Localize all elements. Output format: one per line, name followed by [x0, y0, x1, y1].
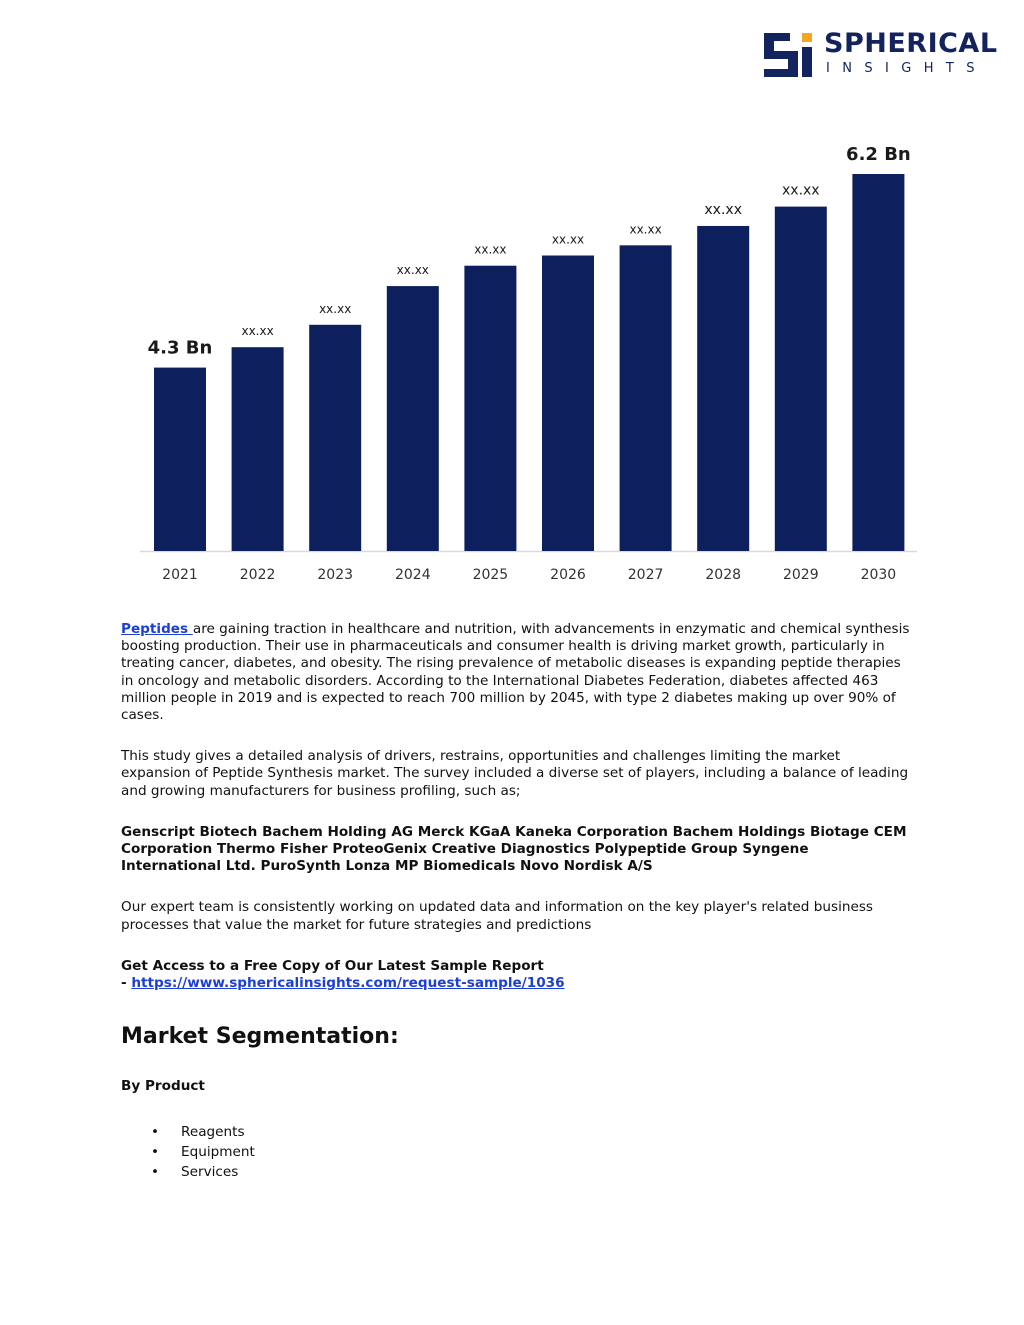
product-label: Reagents [181, 1124, 245, 1141]
x-tick-label-2022: 2022 [239, 567, 276, 583]
x-tick-label-2027: 2027 [627, 567, 664, 583]
data-label-2029: xx.xx [782, 182, 820, 199]
bullet-icon: • [151, 1164, 160, 1181]
data-label-2030: 6.2 Bn [846, 144, 911, 165]
bullet-icon: • [151, 1144, 160, 1161]
list-item [121, 1142, 911, 1162]
product-label: Equipment [181, 1144, 255, 1161]
x-tick-label-2024: 2024 [394, 567, 431, 583]
x-tick-label-2028: 2028 [705, 567, 742, 583]
sample-report-label: Get Access to a Free Copy of Our Latest Sample Report [121, 957, 544, 974]
data-label-2021: 4.3 Bn [147, 337, 213, 359]
bar-2024 [387, 286, 439, 551]
article-body [121, 621, 911, 1182]
x-tick-label-2023: 2023 [317, 567, 354, 583]
bar-2028 [697, 226, 749, 551]
sample-report-cta [121, 958, 911, 992]
expert-team-paragraph: Our expert team is consistently working on updated data and information on the key player's related business processes that value the market for future strategies and predictions [121, 899, 873, 933]
x-tick-label-2025: 2025 [472, 567, 509, 583]
bullet-icon: • [151, 1124, 160, 1141]
bar-2030 [852, 174, 904, 551]
market-segmentation-heading: Market Segmentation: [121, 1024, 399, 1050]
list-item [121, 1162, 911, 1182]
product-list [121, 1122, 911, 1182]
list-item [121, 1122, 911, 1142]
data-label-2027: xx.xx [629, 222, 662, 237]
data-label-2022: xx.xx [241, 324, 274, 339]
bar-2025 [464, 266, 516, 551]
data-label-2028: xx.xx [704, 201, 742, 218]
data-label-2023: xx.xx [319, 301, 352, 316]
sample-report-dash: - [121, 975, 132, 992]
market-size-bar-chart [0, 0, 1024, 600]
key-players-paragraph: Genscript Biotech Bachem Holding AG Merck KGaA Kaneka Corporation Bachem Holdings Biotage CEM Corporation Thermo Fisher ProteoGenix Creative Diagnostics Polypeptide Group Syngene International Ltd. PuroSynth Lonza MP Biomedicals Novo Nordisk A/S [121, 823, 907, 875]
logo-wordmark: SPHERICAL [824, 28, 998, 59]
by-product-heading: By Product [121, 1078, 205, 1095]
intro-text: are gaining traction in healthcare and nutrition, with advancements in enzymatic and chemical synthesis boosting production. Their use in pharmaceuticals and consumer health is driving market growth, particularly in treating cancer, diabetes, and obesity. The rising prevalence of metabolic diseases is expanding peptide therapies in oncology and metabolic disorders. According to the International Diabetes Federation, diabetes affected 463 million people in 2019 and is expected to reach 700 million by 2045, with type 2 diabetes making up over 90% of cases. [121, 621, 910, 724]
sample-report-link[interactable]: https://www.sphericalinsights.com/request-sample/1036 [131, 975, 565, 992]
bar-2027 [620, 245, 672, 551]
data-label-2024: xx.xx [396, 263, 429, 278]
bar-2021 [154, 368, 206, 551]
bar-2023 [309, 325, 361, 551]
x-tick-label-2029: 2029 [782, 567, 819, 583]
data-label-2026: xx.xx [551, 232, 585, 247]
product-label: Services [181, 1164, 239, 1181]
bar-2026 [542, 256, 594, 551]
bar-2029 [775, 207, 827, 551]
peptides-link[interactable]: Peptides [121, 621, 193, 637]
data-label-2025: xx.xx [474, 242, 507, 257]
x-tick-label-2030: 2030 [860, 567, 897, 583]
x-tick-label-2021: 2021 [162, 567, 198, 583]
intro-paragraph [121, 621, 911, 724]
bar-2022 [232, 347, 284, 551]
logo-subtitle: INSIGHTS [826, 61, 987, 76]
x-tick-label-2026: 2026 [550, 567, 586, 583]
study-paragraph: This study gives a detailed analysis of drivers, restrains, opportunities and challenges limiting the market expansion of Peptide Synthesis market. The survey included a diverse set of players, including a balance of leading and growing manufacturers for business profiling, such as; [121, 748, 909, 799]
